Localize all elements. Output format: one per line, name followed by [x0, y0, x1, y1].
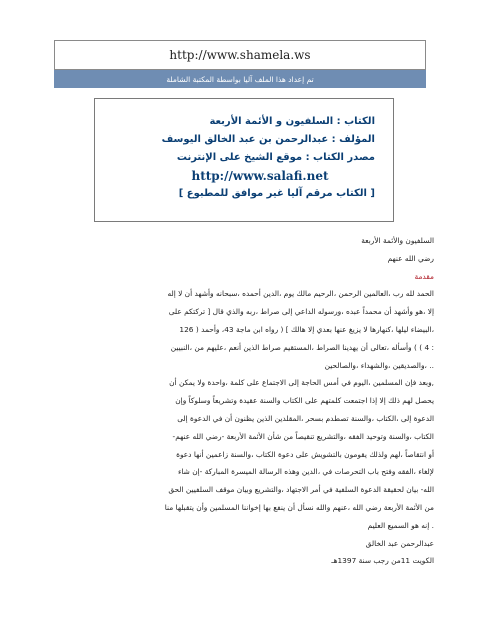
paragraph-line: الكتاب ،والسنة وتوحيد الفقه ،والتشريع تنقيصاً من شأن الأئمة الأربعة -رضي الله عنهم-	[172, 431, 434, 441]
signature-name: عبدالرحمن عبد الخالق	[365, 538, 434, 548]
book-info-box	[94, 98, 394, 222]
paragraph-line: : 4 ) ) وأسأله ،تعالى أن يهدينا الصراط ،المستقيم صراط الذين أنعم ،عليهم من ،النبيين	[170, 342, 434, 352]
book-source: مصدر الكتاب : موقع الشيخ على الإنترنت	[176, 152, 375, 163]
paragraph-line: إلا ،هو وأشهد أن محمداً عبده ،ورسوله الداعي إلى صراط ،ربه والذي قال [ تركتكم على	[168, 307, 434, 317]
paragraph-line: أو انتقاصاً ،لهم ولذلك يقومون بالتشويش على دعوة الكتاب ،والسنة زاعمين أنها دعوة	[176, 449, 434, 459]
paragraph-line: الدعوة إلى ،الكتاب ،والسنة تصطدم بسحر ،المقلدين الذين يظنون أن في الدعوة إلى	[177, 413, 434, 423]
source-link[interactable]: http://www.salafi.net	[191, 169, 329, 183]
paragraph-line: ،البيضاء ليلها ،كنهارها لا يزيغ عنها بعدي إلا هالك ] ( رواه ابن ماجة 43، وأحمد ( 126	[179, 324, 434, 334]
paragraph-line: الحمد لله رب ،العالمين الرحمن ،الرحيم مالك يوم ،الدين أحمده ،سبحانه وأشهد أن لا إله	[167, 289, 434, 299]
doc-subtitle: رضي الله عنهم	[387, 253, 434, 263]
banner-text: تم إعداد هذا الملف آليا بواسطة المكتبة الشاملة	[166, 74, 314, 84]
paragraph-line: ,وبعد فإن المسلمين ،اليوم في أمس الحاجة إلى الاجتماع على كلمة ،واحدة ولا يمكن أن	[169, 378, 434, 388]
document-body	[58, 232, 434, 570]
numbering-note: [ الكتاب مرقم آليا غير موافق للمطبوع ]	[178, 188, 375, 199]
paragraph-line: الله- بيان لحقيقة الدعوة السلفية في أمر الاجتهاد ،والتشريع وبيان موقف السلفيين الحق	[168, 485, 434, 495]
book-title: الكتاب : السلفيون و الأئمة الأربعة	[209, 116, 375, 127]
signature-date: الكويت 11من رجب سنة 1397هـ	[331, 556, 434, 566]
paragraph-line: .. ،والصديقين ،والشهداء ،والصالحين	[324, 360, 434, 370]
generated-banner	[54, 70, 426, 88]
paragraph-line: يحصل لهم ذلك إلا إذا اجتمعت كلمتهم على الكتاب والسنة عقيدة وتشريعاً وسلوكاً وإن	[175, 396, 434, 406]
paragraph-line: لإلغاء ،الفقه وفتح باب التحرصات في ،الدين وهذه الرسالة الميسرة المباركة -إن شاء	[177, 467, 434, 477]
book-author: المؤلف : عبدالرحمن بن عبد الخالق اليوسف	[161, 134, 375, 145]
paragraph-line: من الأئمة الأربعة رضي الله ،عنهم والله نسأل أن ينفع بها إخواننا المسلمين وأن يتقبلها منا	[164, 502, 434, 512]
section-heading: مقدمة	[414, 271, 434, 281]
paragraph-line: . إنه هو السميع العليم	[367, 520, 434, 530]
doc-title: السلفيون والأئمة الأربعة	[361, 236, 434, 245]
source-url	[54, 40, 426, 70]
source-url-text: http://www.shamela.ws	[169, 48, 311, 62]
